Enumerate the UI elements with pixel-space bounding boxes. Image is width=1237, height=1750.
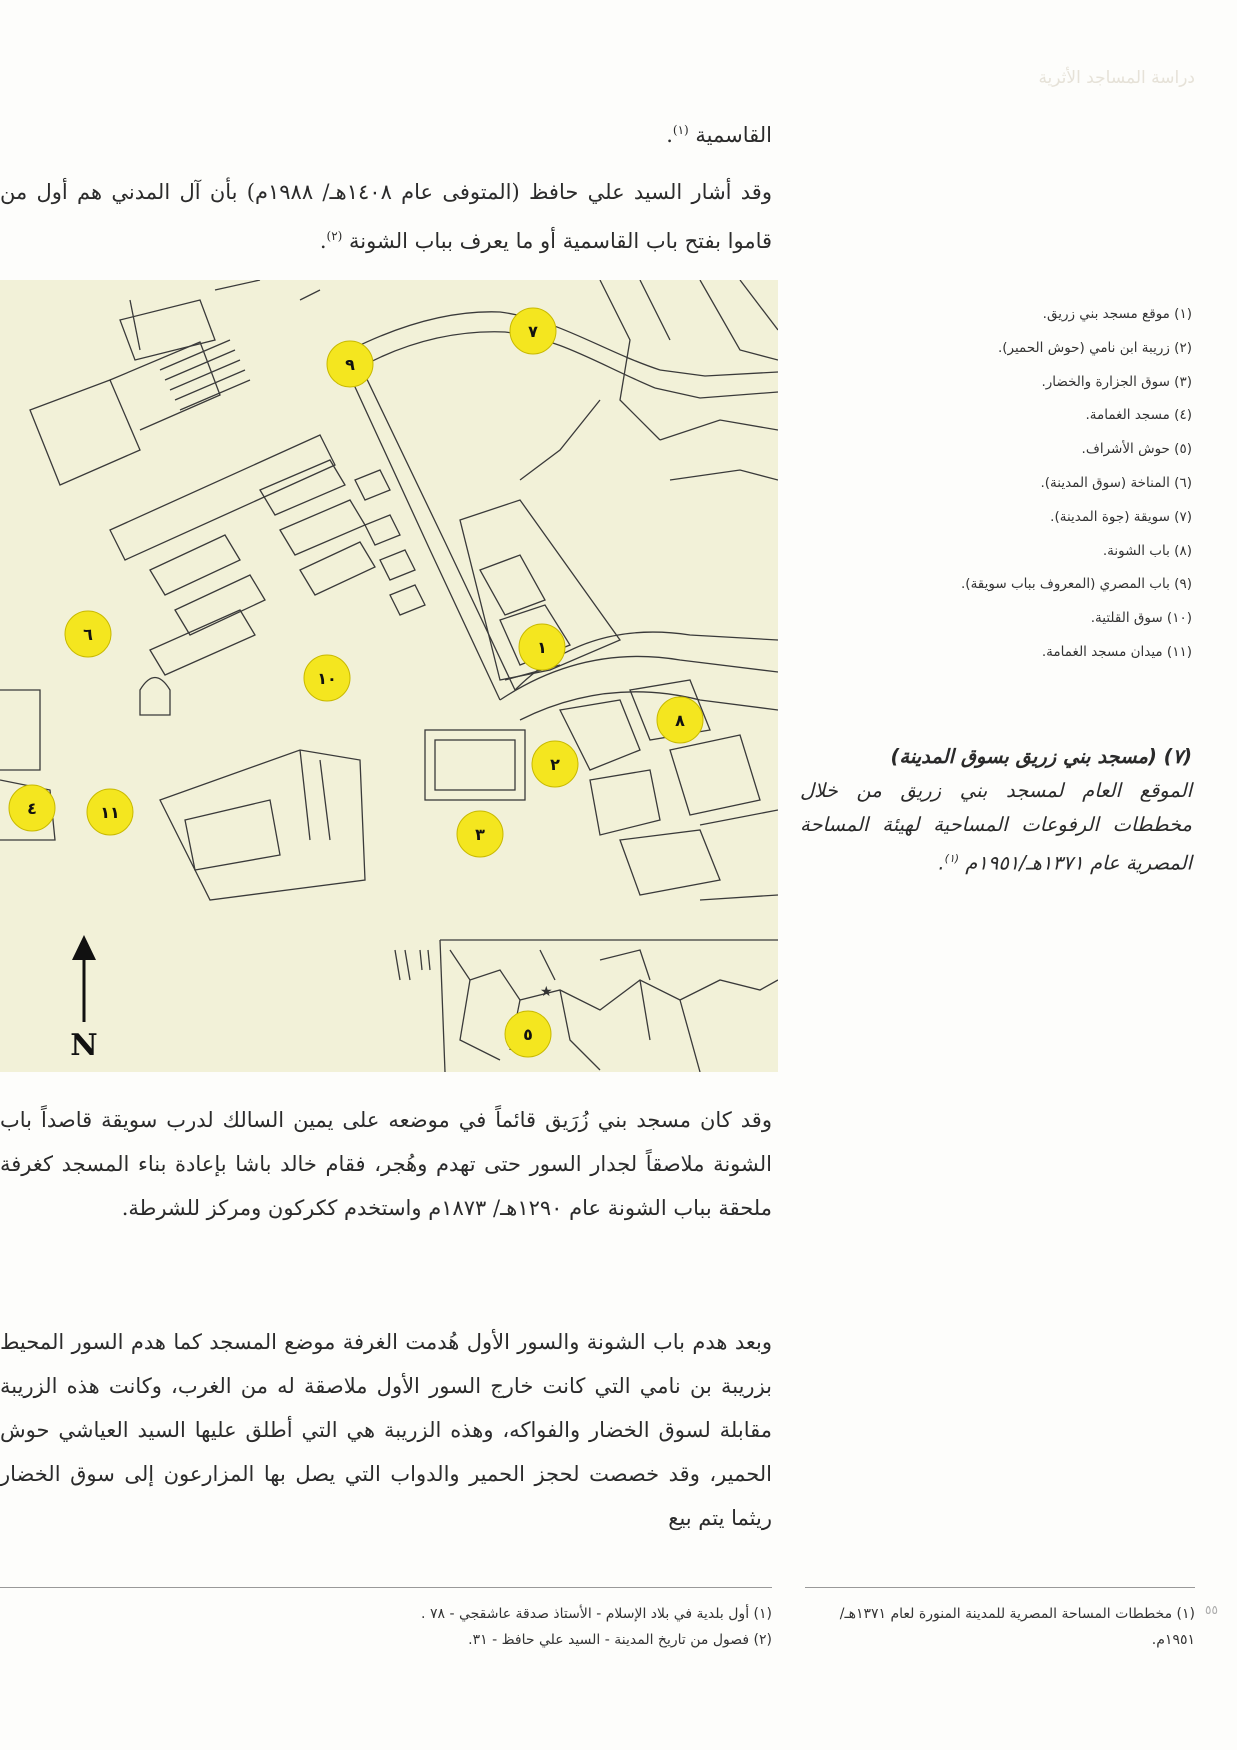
legend-item: (٨) باب الشونة. — [1102, 542, 1192, 559]
footnote-item: (٢) فصول من تاريخ المدينة - السيد علي حافظ - ٣١. — [468, 1632, 772, 1648]
marker-6-label: ٦ — [83, 625, 93, 644]
north-arrow-icon — [72, 935, 96, 1022]
legend-item: (٥) حوش الأشراف. — [1081, 441, 1192, 458]
star-mark-icon: ★ — [540, 984, 553, 1000]
marker-8[interactable] — [657, 697, 703, 743]
marker-5[interactable] — [505, 1011, 551, 1057]
marker-7-label: ٧ — [528, 322, 538, 341]
footnote-item: (١) أول بلدية في بلاد الإسلام - الأستاذ صدقة عاشقجي - ٧٨ . — [421, 1606, 772, 1622]
legend-item: (٦) المناخة (سوق المدينة). — [1040, 474, 1192, 491]
footnote-item: (١) مخططات المساحة المصرية للمدينة المنورة لعام ١٣٧١هـ/ ١٩٥١م. — [839, 1606, 1195, 1648]
marker-10[interactable] — [304, 655, 350, 701]
legend-item: (١١) ميدان مسجد الغمامة. — [1041, 643, 1192, 660]
map-legend — [900, 298, 1192, 670]
marker-10-label: ١٠ — [317, 669, 337, 688]
marker-4[interactable] — [9, 785, 55, 831]
caption-footnote-ref[interactable]: (١) — [944, 852, 960, 865]
paragraph-3: وقد كان مسجد بني زُرَيق قائماً في موضعه على يمين السالك لدرب سويقة قاصداً باب الشونة ملاصقاً لجدار السور حتى تهدم وهُجر، فقام خالد باشا بإعادة بناء المسجد كغرفة ملحقة بباب الشونة عام ١٢٩٠هـ/ ١٨٧٣م واستخدم ككركون ومركز للشرطة. — [0, 1108, 772, 1220]
legend-item: (٣) سوق الجزارة والخضار. — [1041, 373, 1192, 390]
side-footnote-divider — [805, 1587, 1195, 1588]
paragraph-2-text: وقد أشار السيد علي حافظ (المتوفى عام ١٤٠٨هـ/ ١٩٨٨م) بأن آل المدني هم أول من قاموا بفتح باب القاسمية أو ما يعرف بباب الشونة — [0, 180, 772, 253]
marker-11[interactable] — [87, 789, 133, 835]
footnote-ref-2[interactable]: (٢) — [326, 229, 343, 243]
side-footnotes — [805, 1601, 1195, 1653]
legend-item: (١) موقع مسجد بني زريق. — [1042, 306, 1192, 322]
paragraph-2: وقد أشار السيد علي حافظ (المتوفى عام ١٤٠٨هـ/ ١٩٨٨م) بأن آل المدني هم أول من قاموا بفتح باب القاسمية أو ما يعرف بباب الشونة $^{(٢)}$. — [0, 180, 772, 253]
north-label: N — [70, 1028, 98, 1063]
footnote-ref-1[interactable]: (١) — [672, 123, 689, 137]
marker-1-label: ١ — [537, 638, 547, 657]
marker-11-label: ١١ — [100, 803, 120, 822]
page-number: ٥٥ — [1205, 1603, 1218, 1617]
marker-3[interactable] — [457, 811, 503, 857]
marker-9-label: ٩ — [345, 355, 355, 374]
legend-item: (٢) زريبة ابن نامي (حوش الحمير). — [997, 339, 1192, 356]
paragraph-1: القاسمية $^{(١)}$. — [666, 123, 772, 147]
figure-caption: (٧) (مسجد بني زريق بسوق المدينة) الموقع العام لمسجد بني زريق من خلال مخططات الرفوعات المساحية لهيئة المساحة المصرية عام ١٣٧١هـ/١٩٥١م $^{(١)}$. — [800, 740, 1192, 881]
legend-item: (٧) سويقة (جوة المدينة). — [1050, 508, 1192, 525]
marker-5-label: ٥ — [523, 1025, 533, 1044]
running-header: دراسة المساجد الأثرية — [1038, 68, 1195, 88]
caption-title: (٧) (مسجد بني زريق بسوق المدينة) — [890, 745, 1192, 768]
footnotes — [0, 1601, 772, 1653]
caption-body: الموقع العام لمسجد بني زريق من خلال مخططات الرفوعات المساحية لهيئة المساحة المصرية عام ١٣٧١هـ/١٩٥١م — [800, 779, 1192, 875]
marker-7[interactable] — [510, 308, 556, 354]
paragraph-1-text: القاسمية — [695, 123, 772, 147]
legend-item: (٤) مسجد الغمامة. — [1085, 407, 1192, 424]
site-map — [0, 280, 778, 1072]
marker-2-label: ٢ — [550, 755, 560, 774]
marker-6[interactable] — [65, 611, 111, 657]
marker-9[interactable] — [327, 341, 373, 387]
legend-item: (١٠) سوق القلتية. — [1090, 610, 1192, 627]
legend-item: (٩) باب المصري (المعروف بباب سويقة). — [961, 576, 1192, 593]
marker-3-label: ٣ — [475, 825, 485, 844]
marker-8-label: ٨ — [675, 711, 685, 730]
paragraph-4: وبعد هدم باب الشونة والسور الأول هُدمت الغرفة موضع المسجد كما هدم السور المحيط بزريبة بن نامي التي كانت خارج السور الأول ملاصقة له من الغرب، وكانت هذه الزريبة مقابلة لسوق الخضار والفواكه، وهذه الزريبة هي التي أطلق عليها السيد العياشي حوش الحمير، وقد خصصت لحجز الحمير والدواب التي يصل بها المزارعون إلى سوق الخضار ريثما يتم بيع — [0, 1330, 772, 1530]
footnote-divider — [0, 1587, 772, 1588]
marker-1[interactable] — [519, 624, 565, 670]
marker-4-label: ٤ — [27, 799, 37, 818]
map-drawing — [0, 280, 778, 1072]
marker-2[interactable] — [532, 741, 578, 787]
